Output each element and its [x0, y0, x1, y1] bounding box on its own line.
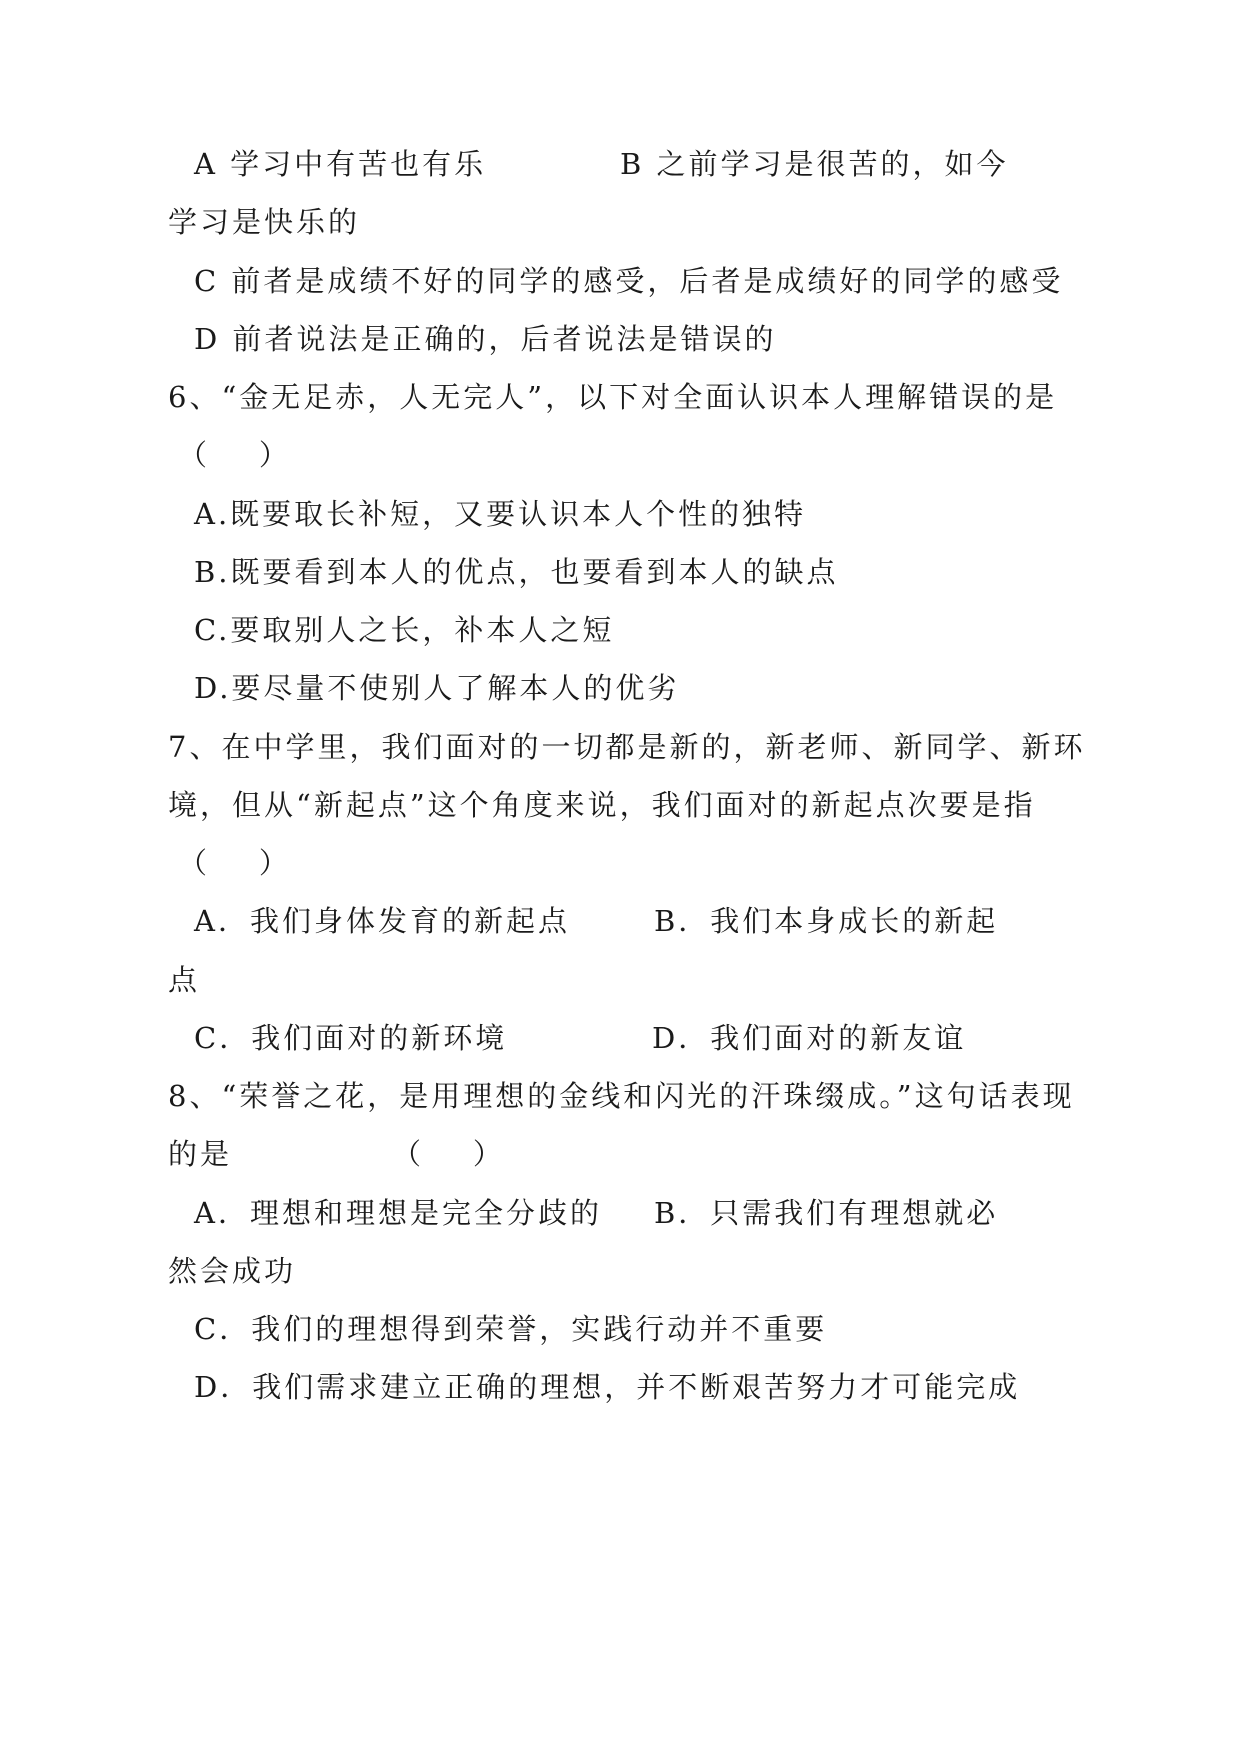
q8-option-d: D．我们需求建立正确的理想，并不断艰苦努力才可能完成 [194, 1370, 1021, 1404]
q5-option-d: D 前者说法是正确的，后者说法是错误的 [194, 322, 777, 356]
q8-option-b: B．只需我们有理想就必 [654, 1196, 999, 1230]
q8-stem-line2: 的是 [168, 1137, 233, 1171]
q8-option-c: C．我们的理想得到荣誉，实践行动并不重要 [194, 1312, 828, 1346]
q6-stem: 6、“金无足赤，人无完人”，以下对全面认识本人理解错误的是 [168, 380, 1058, 414]
q6-option-d: D.要尽量不使别人了解本人的优劣 [194, 671, 680, 705]
q6-option-c: C.要取别人之长，补本人之短 [194, 613, 615, 647]
q7-option-b-continued: 点 [168, 963, 201, 997]
q7-option-c: C．我们面对的新环境 [194, 1021, 508, 1055]
q5-option-a: A 学习中有苦也有乐 [194, 147, 487, 181]
q8-answer-paren: （ ） [392, 1137, 505, 1171]
q7-answer-paren: （ ） [178, 846, 291, 880]
q5-option-b-continued: 学习是快乐的 [168, 205, 361, 239]
q6-answer-paren: （ ） [178, 438, 291, 472]
q6-option-b: B.既要看到本人的优点，也要看到本人的缺点 [194, 555, 839, 589]
q7-option-a: A．我们身体发育的新起点 [194, 904, 570, 938]
q7-option-b: B．我们本身成长的新起 [654, 904, 999, 938]
q8-option-a: A．理想和理想是完全分歧的 [194, 1196, 602, 1230]
q8-stem-line1: 8、“荣誉之花，是用理想的金线和闪光的汗珠缀成。”这句话表现 [168, 1079, 1075, 1113]
q7-stem-line2: 境，但从“新起点”这个角度来说，我们面对的新起点次要是指 [168, 788, 1036, 822]
q5-option-c: C 前者是成绩不好的同学的感受，后者是成绩好的同学的感受 [194, 264, 1064, 298]
q7-stem-line1: 7、在中学里，我们面对的一切都是新的，新老师、新同学、新环 [168, 730, 1086, 764]
q5-option-b: B 之前学习是很苦的，如今 [620, 147, 1009, 181]
q8-option-b-continued: 然会成功 [168, 1254, 297, 1288]
q6-option-a: A.既要取长补短，又要认识本人个性的独特 [194, 497, 807, 531]
q7-option-d: D．我们面对的新友谊 [652, 1021, 967, 1055]
